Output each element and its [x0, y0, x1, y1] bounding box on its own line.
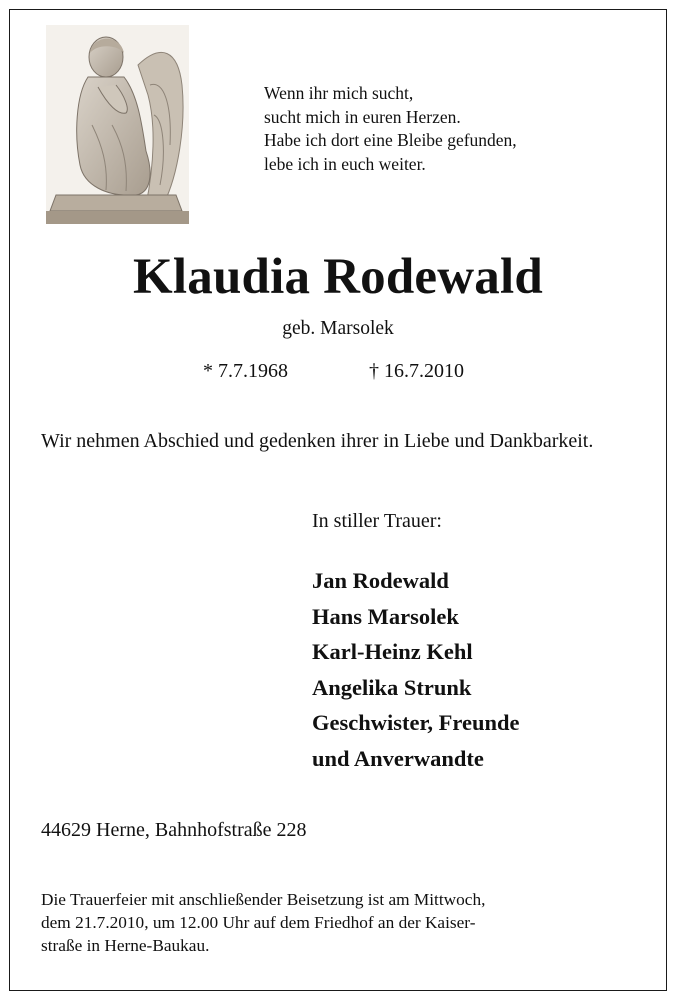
mourner: Hans Marsolek — [312, 603, 459, 629]
deceased-name: Klaudia Rodewald — [133, 249, 543, 305]
funeral-notice-line: dem 21.7.2010, um 12.00 Uhr auf dem Friedhof an der Kaiser- — [41, 913, 476, 932]
mourner: und Anverwandte — [312, 745, 484, 771]
farewell-text: Wir nehmen Abschied und gedenken ihrer in Liebe und Dankbarkeit. — [41, 430, 594, 452]
mourners-list — [312, 563, 520, 777]
angel-statue-icon — [46, 25, 189, 224]
poem — [264, 82, 517, 176]
funeral-notice — [41, 888, 631, 957]
mourner: Angelika Strunk — [312, 674, 472, 700]
poem-line: Wenn ihr mich sucht, — [264, 83, 414, 103]
obituary-frame — [9, 9, 667, 991]
death-date: † 16.7.2010 — [369, 360, 464, 382]
birth-date: * 7.7.1968 — [203, 360, 288, 382]
address: 44629 Herne, Bahnhofstraße 228 — [41, 819, 307, 841]
mourner: Jan Rodewald — [312, 568, 449, 593]
funeral-notice-line: Die Trauerfeier mit anschließender Beisetzung ist am Mittwoch, — [41, 890, 486, 909]
birth-name: geb. Marsolek — [282, 318, 394, 339]
poem-line: Habe ich dort eine Bleibe gefunden, — [264, 130, 517, 150]
poem-line: sucht mich in euren Herzen. — [264, 106, 461, 127]
mourner: Geschwister, Freunde — [312, 710, 520, 736]
poem-line: lebe ich in euch weiter. — [264, 153, 426, 174]
mourner: Karl-Heinz Kehl — [312, 639, 473, 665]
mourning-intro: In stiller Trauer: — [312, 510, 442, 532]
funeral-notice-line: straße in Herne-Baukau. — [41, 936, 210, 955]
